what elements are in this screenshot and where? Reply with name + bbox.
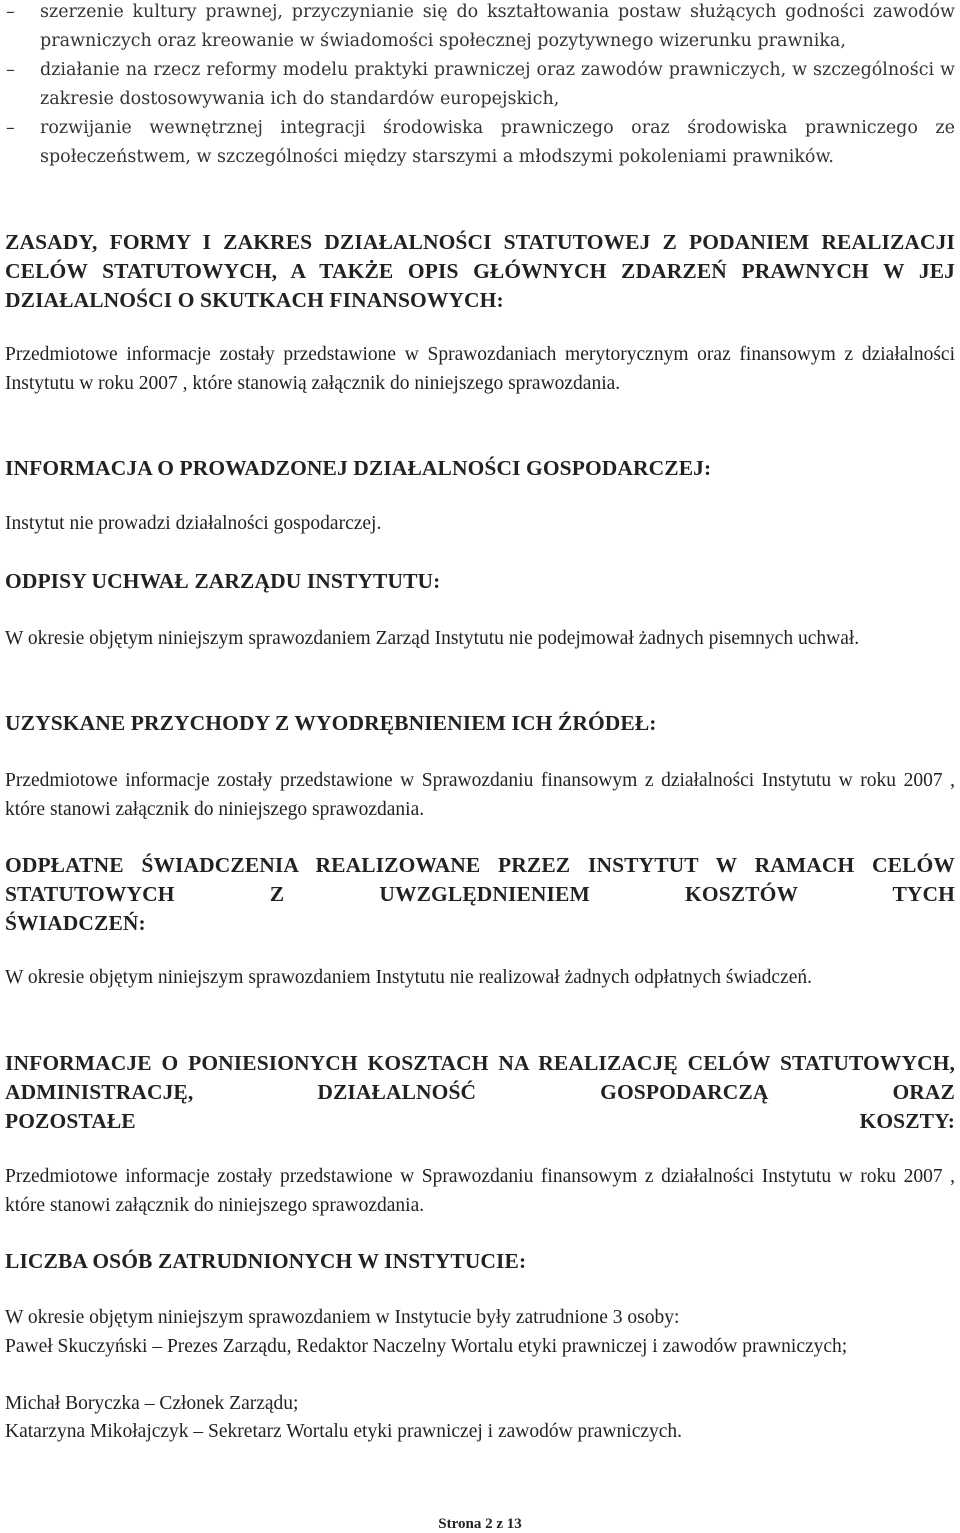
section-text-zatrudnienie-intro: W okresie objętym niniejszym sprawozdaniem w Instytucie były zatrudnione 3 osoby: <box>5 1307 680 1328</box>
heading-lines: ODPŁATNE ŚWIADCZENIA REALIZOWANE PRZEZ INSTYTUT W RAMACH CELÓW STATUTOWYCH Z UWZGLĘDNIENIEM KOSZTÓW TYCH <box>5 853 955 906</box>
dash-bullet: – <box>6 2 15 22</box>
section-text-swiadczenia: W okresie objętym niniejszym sprawozdaniem Instytutu nie realizował żadnych odpłatnych świadczeń. <box>5 967 813 988</box>
section-heading-koszty <box>5 1049 955 1136</box>
list-item-text: rozwijanie wewnętrznej integracji środowiska prawniczego oraz środowiska prawniczego ze społeczeństwem, w szczególności między starszymi a młodszymi pokoleniami prawników. <box>40 118 955 167</box>
list-item <box>0 56 960 114</box>
section-heading-gospodarcza: INFORMACJA O PROWADZONEJ DZIAŁALNOŚCI GOSPODARCZEJ: <box>5 456 712 480</box>
heading-last-line: ŚWIADCZEŃ: <box>5 911 146 935</box>
employee-entry: Michał Boryczka – Członek Zarządu; <box>5 1393 299 1414</box>
list-item-text: działanie na rzecz reformy modelu praktyki prawniczej oraz zawodów prawniczych, w szczególności w zakresie dostosowywania ich do standardów europejskich, <box>40 60 955 109</box>
section-heading-swiadczenia <box>5 851 955 938</box>
list-item <box>0 0 960 56</box>
heading-lines: INFORMACJE O PONIESIONYCH KOSZTACH NA REALIZACJĘ CELÓW STATUTOWYCH, ADMINISTRACJĘ, DZIAŁALNOŚĆ GOSPODARCZĄ ORAZ <box>5 1051 955 1104</box>
section-heading-uchwaly: ODPISY UCHWAŁ ZARZĄDU INSTYTUTU: <box>5 569 441 593</box>
employee-entry: Paweł Skuczyński – Prezes Zarządu, Redaktor Naczelny Wortalu etyki prawniczej i zawodów prawniczych; <box>5 1336 848 1357</box>
section-heading-zatrudnienie: LICZBA OSÓB ZATRUDNIONYCH W INSTYTUCIE: <box>5 1249 527 1273</box>
section-heading-przychody: UZYSKANE PRZYCHODY Z WYODRĘBNIENIEM ICH ŹRÓDEŁ: <box>5 711 657 735</box>
employee-entry: Katarzyna Mikołajczyk – Sekretarz Wortalu etyki prawniczej i zawodów prawniczych. <box>5 1421 683 1442</box>
list-item-text: szerzenie kultury prawnej, przyczynianie się do kształtowania postaw służących godności zawodów prawniczych oraz kreowanie w świadomości społecznej pozytywnego wizerunku prawnika, <box>40 2 955 51</box>
heading-last-line: POZOSTAŁE KOSZTY: <box>5 1109 955 1133</box>
section-heading-zasady: ZASADY, FORMY I ZAKRES DZIAŁALNOŚCI STATUTOWEJ Z PODANIEM REALIZACJI CELÓW STATUTOWYCH, A TAKŻE OPIS GŁÓWNYCH ZDARZEŃ PRAWNYCH W JEJ DZIAŁALNOŚCI O SKUTKACH FINANSOWYCH: <box>5 230 955 312</box>
section-text-uchwaly: W okresie objętym niniejszym sprawozdaniem Zarząd Instytutu nie podejmował żadnych pisemnych uchwał. <box>5 628 860 649</box>
section-text-gospodarcza: Instytut nie prowadzi działalności gospodarczej. <box>5 513 382 534</box>
dash-bullet: – <box>6 60 15 80</box>
section-text-przychody: Przedmiotowe informacje zostały przedstawione w Sprawozdaniu finansowym z działalności Instytutu w roku 2007 , które stanowi załącznik do niniejszego sprawozdania. <box>5 770 955 820</box>
goals-bullet-list <box>0 0 960 172</box>
list-item <box>0 114 960 172</box>
dash-bullet: – <box>6 118 15 138</box>
page-number-footer: Strona 2 z 13 <box>438 1516 522 1532</box>
section-text-zasady: Przedmiotowe informacje zostały przedstawione w Sprawozdaniach merytorycznym oraz finansowym z działalności Instytutu w roku 2007 , które stanowią załącznik do niniejszego sprawozdania. <box>5 344 955 394</box>
section-text-koszty: Przedmiotowe informacje zostały przedstawione w Sprawozdaniu finansowym z działalności Instytutu w roku 2007 , które stanowi załącznik do niniejszego sprawozdania. <box>5 1166 955 1216</box>
